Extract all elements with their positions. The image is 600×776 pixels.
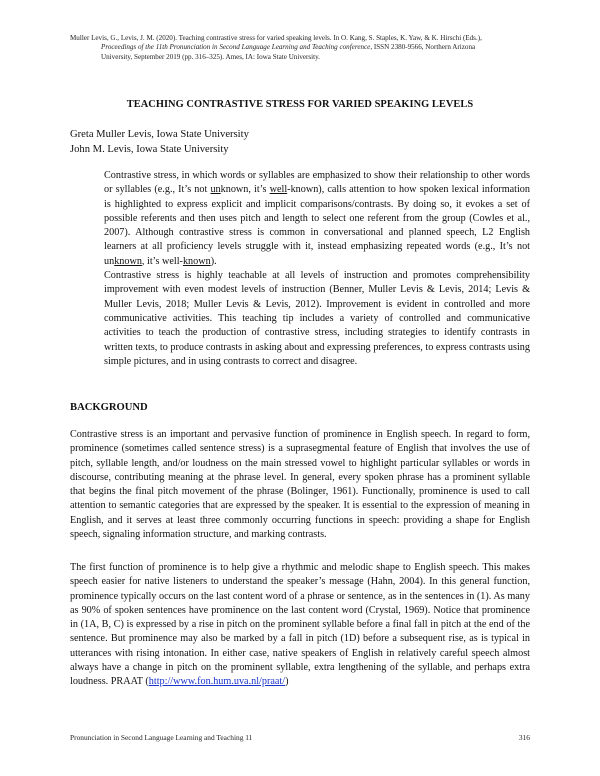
underlined-emphasis: un	[210, 184, 221, 196]
journal-name: Pronunciation in Second Language Learning and Teaching 11	[70, 733, 253, 742]
body-paragraph-2	[70, 561, 530, 690]
underlined-emphasis: well	[269, 184, 288, 196]
abstract	[104, 169, 530, 369]
citation-issn: , ISSN 2380-9566, Northern Arizona	[370, 43, 476, 52]
citation-header	[70, 34, 540, 62]
author-1: Greta Muller Levis, Iowa State University	[70, 129, 249, 140]
author-2: John M. Levis, Iowa State University	[70, 143, 229, 155]
proceedings-title: Proceedings of the 11th Pronunciation in Second Language Learning and Teaching conference	[101, 43, 371, 52]
paragraph-span: )	[285, 676, 289, 688]
paragraph-span: The first function of prominence is to help give a rhythmic and melodic shape to English speech. This makes speech easier for native listeners to understand the speaker’s message (Hahn, 2004). In this general function, prominence typically occurs on the last content word of a phrase or sentence, as in the sentences in (1). As many as 90% of spoken sentences have prominence on the last content word (Crystal, 1969). Notice that prominence in (1A, B, C) is expressed by a rise in pitch on the prominent syllable before a final fall in pitch at the end of the sentence. But prominence may also be marked by a fall in pitch (1D) before a subsequent rise, as is typical in utterances with rising intonation. In either case, native speakers of English in relatively careful speech almost always have a change in pitch on the prominent syllable, extra lengthening of the syllable, and perhaps extra loudness. PRAAT (	[70, 562, 530, 688]
section-heading-background: BACKGROUND	[70, 402, 148, 413]
page-footer	[70, 733, 530, 742]
underlined-emphasis: known	[114, 255, 142, 267]
abstract-text: -known), calls attention to how spoken lexical information is highlighted to express explicit and implicit comparisons/contrasts. By doing so, it evokes a set of possible referents and then uses pitch and length to select one referent from the group (Cowles et al., 2007). Although contrastive stress is common in conversational and planned speech, L2 English learners at all proficiency levels struggle with it, instead emphasizing repeated words (e.g., It’s not un	[104, 184, 530, 267]
paper-title: TEACHING CONTRASTIVE STRESS FOR VARIED SPEAKING LEVELS	[126, 99, 474, 110]
citation-line-3: University, September 2019 (pp. 316–325). Ames, IA: Iowa State University.	[101, 52, 320, 61]
paragraph-text: Contrastive stress is an important and pervasive function of prominence in English speech. In regard to form, prominence (sometimes called sentence stress) is a suprasegmental feature of English that involves the use of pitch, syllable length, and/or loudness on the main stressed vowel to highlight particular syllables or words in discourse, contributing meaning at the phrase level. In general, every spoken phrase has a prominent syllable that begins the final pitch movement of the phrase (Bolinger, 1961). Functionally, prominence is used to call attention to semantic categories that are expressed by the speaker. It is essential to the expression of meaning in English, and it serves at least three commonly occurring functions in speech: providing a shape for English speech, signaling information structure, and marking contrasts.	[70, 429, 530, 541]
abstract-text: ).	[210, 255, 217, 267]
author-list	[70, 128, 249, 157]
abstract-paragraph-1	[104, 169, 530, 269]
abstract-paragraph-2: Contrastive stress is highly teachable at all levels of instruction and promotes comprehensibility improvement with even modest levels of instruction (Benner, Muller Levis & Levis, 2014; Levis & Muller Levis, 2018; Muller Levis & Levis, 2012). Improvement is evident in controlled and more communicative activities. This teaching tip includes a variety of controlled and communicative activities to teach the production of contrastive stress, including strategies to identify contrasts in written texts, to produce contrasts in asking about and expressing preferences, to express contrasts using simple pictures, and in using contrasts to correct and disagree.	[104, 270, 530, 367]
citation-line-2	[70, 43, 540, 52]
page-number: 316	[518, 733, 530, 742]
praat-link[interactable]: http://www.fon.hum.uva.nl/praat/	[148, 676, 286, 688]
body-paragraph-1	[70, 428, 530, 542]
paragraph-text	[70, 561, 530, 690]
abstract-text: , it’s well-	[141, 255, 183, 267]
abstract-text: Contrastive stress, in which words or syllables are emphasized to show their relationship to other words or syllables (e.g., It’s not	[104, 170, 530, 196]
abstract-text: known, it’s	[220, 184, 270, 196]
underlined-emphasis: known	[182, 255, 211, 267]
citation-line-1: Muller Levis, G., Levis, J. M. (2020). Teaching contrastive stress for varied speaking levels. In O. Kang, S. Staples, K. Yaw, & K. Hirschi (Eds.),	[70, 34, 482, 42]
